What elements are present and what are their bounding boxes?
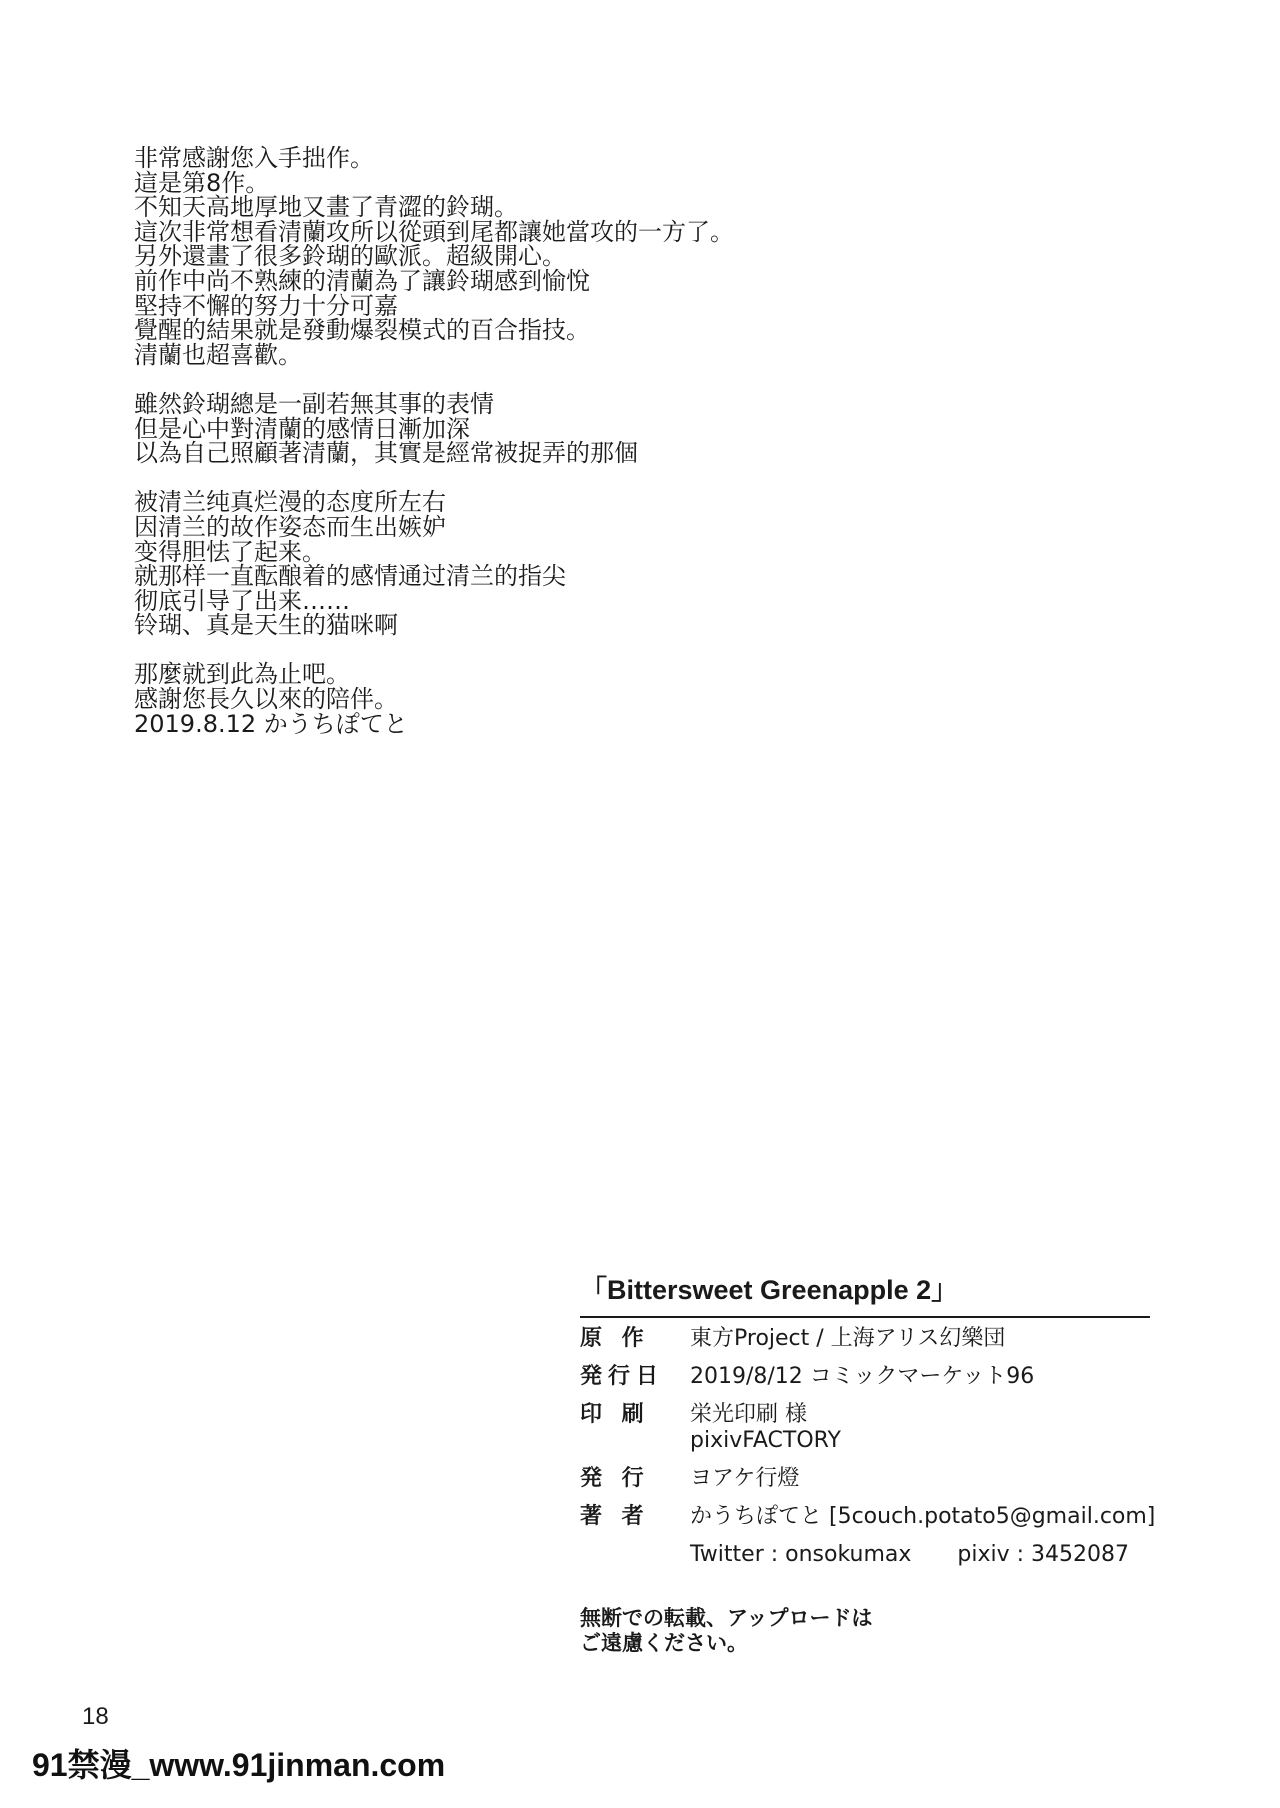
reprint-notice bbox=[580, 1606, 1200, 1656]
afterword-line: 非常感謝您入手拙作。 bbox=[134, 144, 374, 172]
twitter-handle: Twitter : onsokumax bbox=[690, 1542, 912, 1567]
spacer bbox=[911, 1542, 957, 1568]
colophon-row-original bbox=[580, 1326, 1200, 1352]
site-watermark: 91禁漫_www.91jinman.com bbox=[32, 1740, 445, 1786]
colophon-divider bbox=[580, 1316, 1150, 1318]
original-label: 原 作 bbox=[580, 1326, 650, 1351]
afterword-line: 另外還畫了很多鈴瑚的歐派。超級開心。 bbox=[134, 242, 566, 271]
printing-value-1: 栄光印刷 様 bbox=[690, 1402, 807, 1427]
notice-line: 無断での転載、アップロードは bbox=[580, 1606, 873, 1630]
colophon-row-printing bbox=[580, 1402, 1200, 1454]
afterword-line: 被清兰纯真烂漫的态度所左右 bbox=[134, 488, 446, 517]
afterword-line: 感謝您長久以來的陪伴。 bbox=[134, 685, 398, 714]
printing-value-2: pixivFACTORY bbox=[690, 1428, 841, 1453]
afterword-line: 不知天高地厚地又畫了青澀的鈴瑚。 bbox=[134, 193, 518, 222]
afterword-signature: 2019.8.12 かうちぽてと bbox=[134, 709, 408, 738]
afterword-line: 清蘭也超喜歡。 bbox=[134, 340, 302, 369]
afterword-paragraph-2 bbox=[134, 389, 894, 468]
printing-value bbox=[690, 1402, 841, 1454]
afterword-line: 前作中尚不熟練的清蘭為了讓鈴瑚感到愉悅 bbox=[134, 266, 590, 295]
printing-label: 印 刷 bbox=[580, 1402, 650, 1427]
afterword-line: 這次非常想看清蘭攻所以從頭到尾都讓她當攻的一方了。 bbox=[134, 217, 734, 246]
afterword-line: 以為自己照顧著清蘭，其實是經常被捉弄的那個 bbox=[134, 439, 638, 468]
afterword-paragraph-4 bbox=[134, 662, 894, 736]
afterword-line: 但是心中對清蘭的感情日漸加深 bbox=[134, 414, 470, 443]
author-label: 著 者 bbox=[580, 1504, 650, 1529]
issued-label: 発行日 bbox=[580, 1364, 665, 1389]
afterword-paragraph-3 bbox=[134, 490, 894, 638]
colophon-row-issued bbox=[580, 1364, 1200, 1390]
page-number: 18 bbox=[82, 1703, 109, 1730]
notice-line: ご遠慮ください。 bbox=[580, 1631, 748, 1655]
pixiv-id: pixiv : 3452087 bbox=[957, 1542, 1130, 1567]
issued-value: 2019/8/12 コミックマーケット96 bbox=[690, 1364, 1035, 1389]
afterword-line: 雖然鈴瑚總是一副若無其事的表情 bbox=[134, 389, 494, 418]
afterword-line: 彻底引导了出来…… bbox=[134, 586, 350, 615]
social-accounts bbox=[690, 1542, 1200, 1568]
colophon-row-publisher bbox=[580, 1466, 1200, 1492]
publisher-value: ヨアケ行燈 bbox=[690, 1466, 800, 1491]
afterword-line: 堅持不懈的努力十分可嘉 bbox=[134, 291, 398, 320]
afterword-paragraph-1 bbox=[134, 146, 894, 367]
afterword-line: 就那样一直酝酿着的感情通过清兰的指尖 bbox=[134, 562, 566, 591]
afterword-line: 铃瑚、真是天生的猫咪啊 bbox=[134, 611, 398, 640]
colophon-title: 「Bittersweet Greenapple 2」 bbox=[580, 1275, 959, 1305]
author-value: かうちぽてと [5couch.potato5@gmail.com] bbox=[690, 1504, 1156, 1529]
afterword-line: 這是第8作。 bbox=[134, 168, 270, 197]
afterword-line: 覺醒的結果就是發動爆裂模式的百合指技。 bbox=[134, 316, 590, 345]
colophon bbox=[580, 1268, 1200, 1656]
colophon-row-author bbox=[580, 1504, 1200, 1530]
afterword-line: 变得胆怯了起来。 bbox=[134, 537, 326, 566]
afterword-line: 那麼就到此為止吧。 bbox=[134, 660, 350, 689]
original-value: 東方Project / 上海アリス幻樂団 bbox=[690, 1326, 1006, 1351]
afterword-line: 因清兰的故作姿态而生出嫉妒 bbox=[134, 512, 446, 541]
publisher-label: 発 行 bbox=[580, 1466, 650, 1491]
afterword-text bbox=[134, 146, 894, 761]
